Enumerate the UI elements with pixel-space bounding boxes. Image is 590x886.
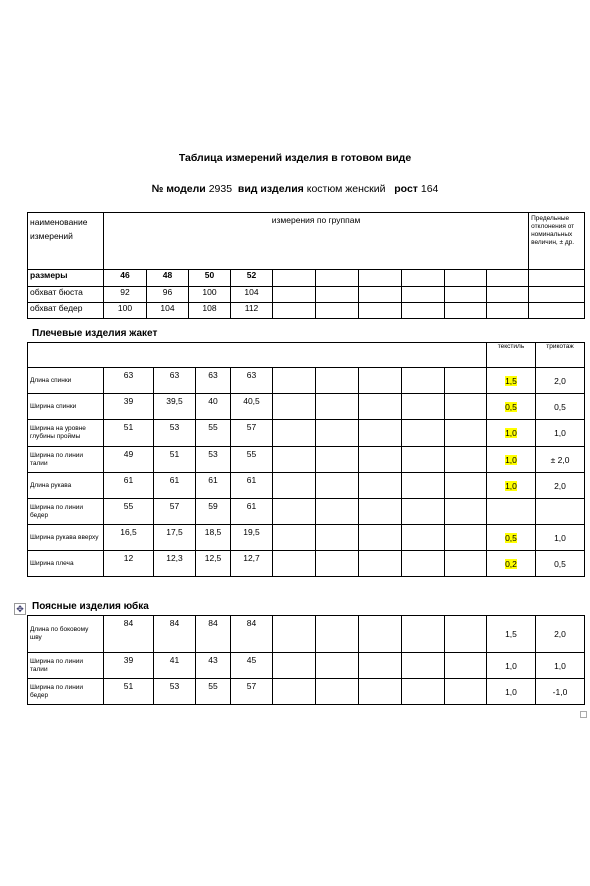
- table-row: [28, 499, 585, 525]
- col-textile: текстиль: [487, 343, 536, 368]
- table-row: [28, 420, 585, 447]
- value-cell: 19,5: [231, 525, 273, 551]
- value-cell: 18,5: [196, 525, 231, 551]
- value-cell: 104: [231, 287, 273, 303]
- knit-tolerance-cell: 1,0: [536, 653, 585, 679]
- model-label: № модели: [151, 183, 206, 195]
- value-cell: 57: [154, 499, 196, 525]
- textile-tolerance-value: 1,0: [505, 480, 517, 491]
- skirt-table: [27, 615, 585, 705]
- knit-tolerance-cell: ± 2,0: [536, 447, 585, 473]
- value-cell: 61: [231, 499, 273, 525]
- value-cell: 61: [154, 473, 196, 499]
- value-cell: 55: [231, 447, 273, 473]
- size-cell: 46: [104, 270, 147, 287]
- knit-tolerance-cell: 1,0: [536, 420, 585, 447]
- value-cell: 51: [104, 420, 154, 447]
- value-cell: 53: [154, 679, 196, 705]
- table-row: [28, 616, 585, 653]
- table-row: [28, 525, 585, 551]
- value-cell: 108: [189, 303, 231, 319]
- value-cell: 63: [196, 368, 231, 394]
- value-cell: 53: [154, 420, 196, 447]
- table-move-handle-icon[interactable]: ✥: [14, 603, 26, 615]
- col-knit: трикотаж: [536, 343, 585, 368]
- table-row: [28, 551, 585, 577]
- table-row: [28, 368, 585, 394]
- value-cell: 55: [104, 499, 154, 525]
- value-cell: 96: [147, 287, 189, 303]
- value-cell: 39: [104, 394, 154, 420]
- table-row: [28, 679, 585, 705]
- value-cell: 112: [231, 303, 273, 319]
- row-label: Длина по боковому шву: [28, 616, 104, 653]
- value-cell: 12,5: [196, 551, 231, 577]
- row-label: Ширина на уровне глубины проймы: [28, 420, 104, 447]
- row-label: Ширина по линии талии: [28, 447, 104, 473]
- knit-tolerance-cell: 0,5: [536, 551, 585, 577]
- value-cell: 17,5: [154, 525, 196, 551]
- table-row: [28, 287, 585, 303]
- value-cell: 63: [154, 368, 196, 394]
- knit-tolerance-cell: 0,5: [536, 394, 585, 420]
- value-cell: 12,7: [231, 551, 273, 577]
- textile-tolerance-cell: [487, 499, 536, 525]
- knit-tolerance-cell: 2,0: [536, 616, 585, 653]
- header-tolerance-cell: Предельные отклонения от номинальных величин, ± др.: [529, 213, 585, 270]
- textile-tolerance-cell: [487, 420, 536, 447]
- textile-tolerance-value: 0,5: [505, 401, 517, 412]
- value-cell: 61: [231, 473, 273, 499]
- height-label: рост: [394, 183, 418, 195]
- row-label: Ширина по линии бедер: [28, 679, 104, 705]
- value-cell: 45: [231, 653, 273, 679]
- value-cell: 92: [104, 287, 147, 303]
- type-label: вид изделия: [237, 183, 304, 195]
- row-label: Длина спинки: [28, 368, 104, 394]
- value-cell: 84: [231, 616, 273, 653]
- value-cell: 16,5: [104, 525, 154, 551]
- textile-tolerance-cell: [487, 653, 536, 679]
- row-label: Ширина по линии талии: [28, 653, 104, 679]
- value-cell: 39,5: [154, 394, 196, 420]
- textile-tolerance-value: 1,0: [505, 660, 517, 671]
- jacket-table: [27, 342, 585, 577]
- value-cell: 40: [196, 394, 231, 420]
- textile-tolerance-cell: [487, 368, 536, 394]
- value-cell: 84: [104, 616, 154, 653]
- textile-tolerance-value: 1,0: [505, 686, 517, 697]
- value-cell: 61: [104, 473, 154, 499]
- size-cell: 48: [147, 270, 189, 287]
- row-label: Ширина по линии бедер: [28, 499, 104, 525]
- textile-tolerance-value: 0,2: [505, 558, 517, 569]
- value-cell: 61: [196, 473, 231, 499]
- value-cell: 12: [104, 551, 154, 577]
- value-cell: 84: [154, 616, 196, 653]
- textile-tolerance-value: 0,5: [505, 532, 517, 543]
- size-cell: 52: [231, 270, 273, 287]
- type-value: костюм женский: [306, 183, 386, 195]
- knit-tolerance-cell: [536, 499, 585, 525]
- value-cell: 84: [196, 616, 231, 653]
- value-cell: 51: [104, 679, 154, 705]
- value-cell: 55: [196, 420, 231, 447]
- row-label: обхват бедер: [28, 303, 104, 319]
- value-cell: 41: [154, 653, 196, 679]
- height-value: 164: [420, 183, 439, 195]
- table-row: [28, 394, 585, 420]
- value-cell: 39: [104, 653, 154, 679]
- value-cell: 104: [147, 303, 189, 319]
- sizes-table: [27, 212, 585, 319]
- value-cell: 12,3: [154, 551, 196, 577]
- textile-tolerance-cell: [487, 473, 536, 499]
- row-label: Ширина спинки: [28, 394, 104, 420]
- knit-tolerance-cell: 1,0: [536, 525, 585, 551]
- textile-tolerance-cell: [487, 394, 536, 420]
- value-cell: 59: [196, 499, 231, 525]
- header-name-cell: наименование измерений: [28, 213, 104, 270]
- document-title: Таблица измерений изделия в готовом виде: [178, 152, 412, 164]
- value-cell: 55: [196, 679, 231, 705]
- knit-tolerance-cell: 2,0: [536, 473, 585, 499]
- row-label: Ширина рукава вверху: [28, 525, 104, 551]
- row-label: обхват бюста: [28, 287, 104, 303]
- table-row: [28, 653, 585, 679]
- table-row: [28, 270, 585, 287]
- value-cell: 100: [104, 303, 147, 319]
- textile-tolerance-value: 1,0: [505, 428, 517, 438]
- row-label: Ширина плеча: [28, 551, 104, 577]
- table-row: [28, 473, 585, 499]
- value-cell: 49: [104, 447, 154, 473]
- table-row: [28, 447, 585, 473]
- value-cell: 57: [231, 679, 273, 705]
- skirt-section-title: Поясные изделия юбка: [32, 601, 149, 612]
- header-groups-cell: измерения по группам: [104, 213, 529, 270]
- sizes-label: размеры: [28, 270, 104, 287]
- textile-tolerance-value: 1,0: [505, 454, 517, 465]
- jacket-section-title: Плечевые изделия жакет: [32, 328, 158, 339]
- value-cell: 100: [189, 287, 231, 303]
- value-cell: 40,5: [231, 394, 273, 420]
- knit-tolerance-cell: -1,0: [536, 679, 585, 705]
- model-value: 2935: [208, 183, 233, 195]
- textile-tolerance-cell: [487, 447, 536, 473]
- model-info-line: [0, 183, 590, 195]
- textile-tolerance-cell: [487, 525, 536, 551]
- textile-tolerance-cell: [487, 551, 536, 577]
- textile-tolerance-value: 1,5: [505, 375, 517, 386]
- value-cell: 57: [231, 420, 273, 447]
- value-cell: 43: [196, 653, 231, 679]
- knit-tolerance-cell: 2,0: [536, 368, 585, 394]
- value-cell: 63: [231, 368, 273, 394]
- value-cell: 51: [154, 447, 196, 473]
- textile-tolerance-value: 1,5: [505, 629, 517, 639]
- value-cell: 63: [104, 368, 154, 394]
- table-resize-handle[interactable]: [580, 711, 587, 718]
- table-row: [28, 303, 585, 319]
- textile-tolerance-cell: [487, 616, 536, 653]
- size-cell: 50: [189, 270, 231, 287]
- textile-tolerance-cell: [487, 679, 536, 705]
- row-label: Длина рукава: [28, 473, 104, 499]
- value-cell: 53: [196, 447, 231, 473]
